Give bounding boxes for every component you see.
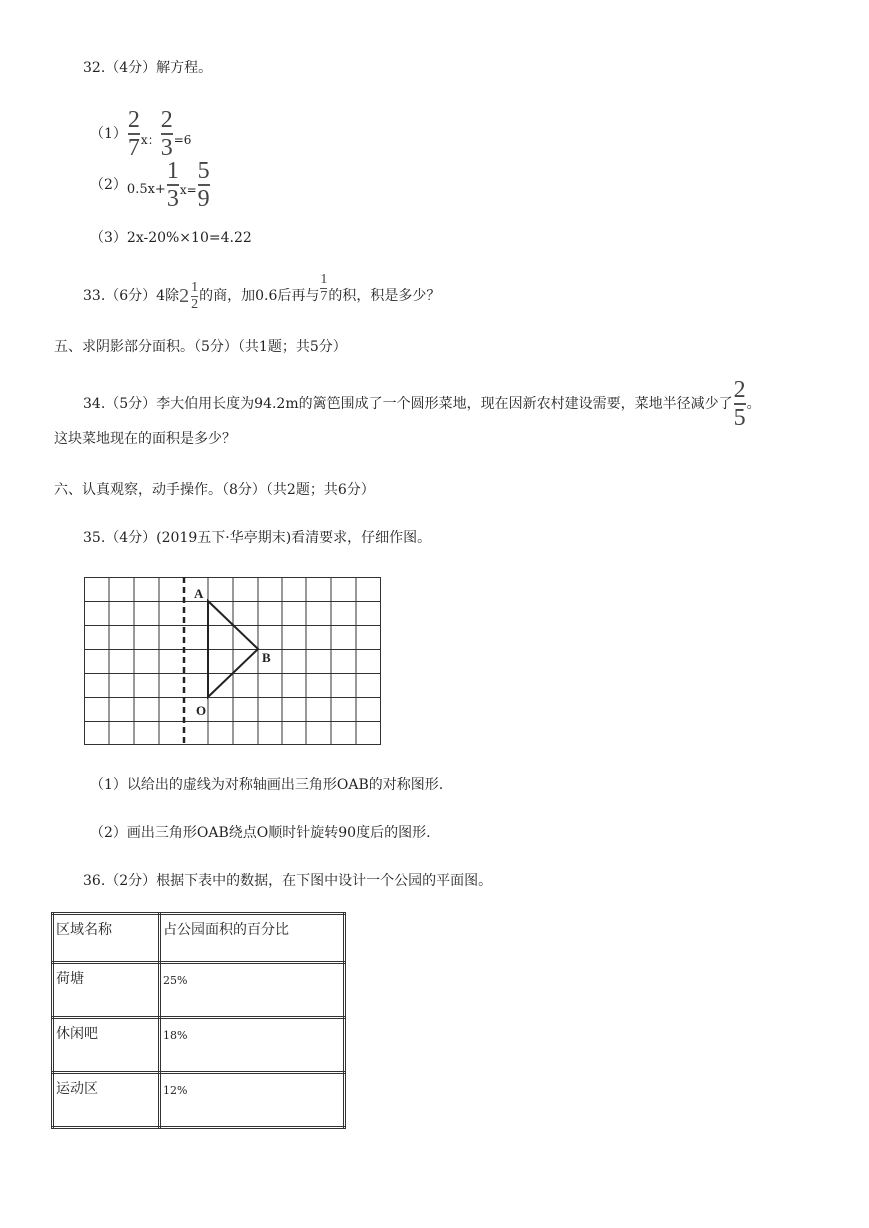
table-header-cell: 占公园面积的百分比 bbox=[160, 914, 345, 963]
denominator: 5 bbox=[733, 405, 746, 431]
denominator: 2 bbox=[191, 296, 199, 312]
q32-title: 32.（4分）解方程。 bbox=[83, 60, 213, 76]
q33 bbox=[83, 271, 441, 318]
q32-part3: （3）2x-20%×10=4.22 bbox=[90, 230, 252, 246]
q35-sub1: （1）以给出的虚线为对称轴画出三角形OAB的对称图形. bbox=[90, 777, 444, 793]
q34-line1 bbox=[83, 377, 761, 431]
whole-part: 2 bbox=[179, 285, 190, 307]
section-5-heading: 五、求阴影部分面积。（5分）（共1题；共5分） bbox=[54, 339, 347, 355]
q32-part1 bbox=[90, 104, 191, 164]
fraction bbox=[198, 159, 210, 211]
park-area-table bbox=[51, 912, 346, 1129]
denominator: 3 bbox=[160, 135, 173, 161]
q33-pre: 33.（6分）4除 bbox=[83, 288, 180, 304]
section-6-heading: 六、认真观察，动手操作。（8分）（共2题；共6分） bbox=[54, 482, 375, 498]
denominator: 9 bbox=[197, 186, 210, 212]
table-header-row bbox=[53, 914, 345, 963]
q34-text: 34.（5分）李大伯用长度为94.2m的篱笆围成了一个圆形菜地，现在因新农村建设需要，菜地半径减少了 bbox=[83, 396, 733, 412]
q33-tail: 的积，积是多少？ bbox=[328, 288, 441, 304]
numerator: 2 bbox=[733, 377, 746, 403]
label-b: B bbox=[262, 650, 271, 665]
fraction bbox=[191, 281, 198, 312]
q34-line2: 这块菜地现在的面积是多少？ bbox=[54, 431, 236, 447]
fraction bbox=[161, 108, 173, 160]
mixed-number bbox=[179, 281, 199, 312]
fraction bbox=[734, 378, 746, 430]
table-cell: 休闲吧 bbox=[53, 1018, 160, 1073]
q32-p1-index: （1） bbox=[90, 126, 127, 142]
numerator: 1 bbox=[191, 279, 199, 295]
fraction bbox=[128, 108, 140, 160]
denominator: 3 bbox=[166, 186, 179, 212]
label-a: A bbox=[194, 586, 204, 601]
table-cell: 荷塘 bbox=[53, 963, 160, 1018]
q33-mid: 的商，加0.6后再与 bbox=[199, 288, 320, 304]
label-o: O bbox=[196, 703, 207, 718]
q32-part2 bbox=[90, 160, 211, 210]
table-row bbox=[53, 1018, 345, 1073]
table-header-cell: 区域名称 bbox=[53, 914, 160, 963]
table-row bbox=[53, 1073, 345, 1128]
table-cell: 18% bbox=[160, 1018, 345, 1073]
numerator: 5 bbox=[197, 158, 210, 184]
grid-figure bbox=[84, 577, 384, 747]
fraction bbox=[320, 273, 327, 304]
denominator: 7 bbox=[320, 288, 328, 304]
numerator: 2 bbox=[160, 107, 173, 133]
fraction bbox=[167, 159, 179, 211]
q32-p1-text: x： bbox=[140, 133, 160, 147]
denominator: 7 bbox=[127, 135, 140, 161]
table-row bbox=[53, 963, 345, 1018]
table-cell: 25% bbox=[160, 963, 345, 1018]
q32-p2-mid: x= bbox=[179, 183, 197, 197]
numerator: 1 bbox=[320, 271, 328, 287]
numerator: 1 bbox=[166, 158, 179, 184]
table-cell: 运动区 bbox=[53, 1073, 160, 1128]
numerator: 2 bbox=[127, 107, 140, 133]
q34-end: 。 bbox=[746, 396, 761, 412]
grid-lines bbox=[85, 577, 381, 745]
q35-sub2: （2）画出三角形OAB绕点O顺时针旋转90度后的图形. bbox=[90, 825, 431, 841]
q35-title: 35.（4分）(2019五下·华亭期末)看清要求，仔细作图。 bbox=[83, 530, 432, 546]
table-cell: 12% bbox=[160, 1073, 345, 1128]
q32-p2-index: （2） bbox=[90, 177, 127, 193]
q36-title: 36.（2分）根据下表中的数据，在下图中设计一个公园的平面图。 bbox=[83, 873, 493, 889]
q32-p1-tail: =6 bbox=[173, 133, 192, 147]
q32-p2-pre: 0.5x+ bbox=[126, 182, 166, 197]
